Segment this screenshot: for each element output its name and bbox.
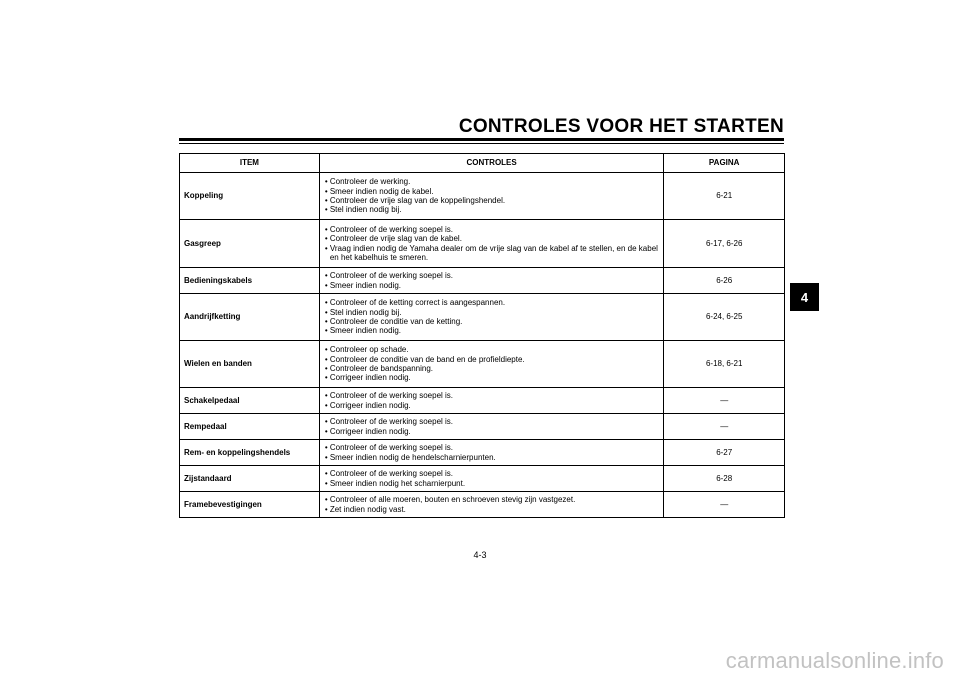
check-item: • Controleer of de werking soepel is. <box>325 443 660 452</box>
check-item: • Controleer of de werking soepel is. <box>325 391 660 400</box>
checks-list <box>325 417 660 436</box>
table-row <box>180 466 785 492</box>
table-row <box>180 440 785 466</box>
check-item: • Controleer of de werking soepel is. <box>325 417 660 426</box>
title-rule-thin <box>179 143 784 144</box>
page-cell: 6-28 <box>664 466 785 492</box>
check-item: • Controleer of de ketting correct is aangespannen. <box>325 298 660 307</box>
check-item: • Corrigeer indien nodig. <box>325 373 660 382</box>
page-cell: 6-27 <box>664 440 785 466</box>
watermark: carmanualsonline.info <box>725 648 944 673</box>
page-number: 4-3 <box>473 550 487 560</box>
checks-cell <box>319 492 664 518</box>
page-cell: — <box>664 414 785 440</box>
table-row <box>180 341 785 388</box>
check-item: • Controleer de vrije slag van de koppelingshendel. <box>325 196 660 205</box>
table-row <box>180 220 785 268</box>
page-cell: 6-18, 6-21 <box>664 341 785 388</box>
chapter-tab: 4 <box>790 283 819 311</box>
check-item: • Corrigeer indien nodig. <box>325 427 660 436</box>
checks-list <box>325 298 660 336</box>
checks-cell <box>319 440 664 466</box>
table-row <box>180 268 785 294</box>
item-cell: Rempedaal <box>180 414 320 440</box>
checks-list <box>325 495 660 514</box>
check-item: • Controleer of alle moeren, bouten en schroeven stevig zijn vastgezet. <box>325 495 660 504</box>
checks-table <box>179 153 785 518</box>
item-cell: Bedieningskabels <box>180 268 320 294</box>
page-cell: 6-24, 6-25 <box>664 294 785 341</box>
check-item: • Controleer de conditie van de ketting. <box>325 317 660 326</box>
check-item: • Smeer indien nodig de kabel. <box>325 187 660 196</box>
check-item: • Controleer de conditie van de band en de profieldiepte. <box>325 355 660 364</box>
title-rule-thick <box>179 138 784 141</box>
item-cell: Schakelpedaal <box>180 388 320 414</box>
table-row <box>180 388 785 414</box>
item-cell: Zijstandaard <box>180 466 320 492</box>
check-item: • Smeer indien nodig. <box>325 326 660 335</box>
checks-cell <box>319 341 664 388</box>
checks-cell <box>319 268 664 294</box>
checks-list <box>325 225 660 263</box>
check-item: • Controleer de vrije slag van de kabel. <box>325 234 660 243</box>
checks-cell <box>319 414 664 440</box>
check-item: • Smeer indien nodig het scharnierpunt. <box>325 479 660 488</box>
checks-list <box>325 271 660 290</box>
table-row <box>180 294 785 341</box>
checks-list <box>325 391 660 410</box>
table-row <box>180 492 785 518</box>
page-cell: 6-26 <box>664 268 785 294</box>
table-header-row <box>180 154 785 173</box>
item-cell: Aandrijfketting <box>180 294 320 341</box>
check-item: • Controleer de bandspanning. <box>325 364 660 373</box>
check-item: • Corrigeer indien nodig. <box>325 401 660 410</box>
page-cell: — <box>664 388 785 414</box>
check-item: • Smeer indien nodig. <box>325 281 660 290</box>
checks-list <box>325 469 660 488</box>
checks-list <box>325 345 660 383</box>
check-item: • Stel indien nodig bij. <box>325 308 660 317</box>
table-row <box>180 173 785 220</box>
checks-cell <box>319 466 664 492</box>
checks-list <box>325 177 660 215</box>
checks-cell <box>319 220 664 268</box>
checks-cell <box>319 294 664 341</box>
item-cell: Framebevestigingen <box>180 492 320 518</box>
check-item: • Controleer of de werking soepel is. <box>325 469 660 478</box>
item-cell: Koppeling <box>180 173 320 220</box>
checks-cell <box>319 388 664 414</box>
column-header-item: ITEM <box>180 154 320 173</box>
check-item: • Controleer of de werking soepel is. <box>325 271 660 280</box>
check-item: • Zet indien nodig vast. <box>325 505 660 514</box>
item-cell: Rem- en koppelingshendels <box>180 440 320 466</box>
table-row <box>180 414 785 440</box>
item-cell: Gasgreep <box>180 220 320 268</box>
item-cell: Wielen en banden <box>180 341 320 388</box>
check-item: • Controleer of de werking soepel is. <box>325 225 660 234</box>
check-item: • Smeer indien nodig de hendelscharnierpunten. <box>325 453 660 462</box>
page-title: CONTROLES VOOR HET STARTEN <box>458 116 784 137</box>
column-header-checks: CONTROLES <box>319 154 664 173</box>
checks-cell <box>319 173 664 220</box>
check-item: • Stel indien nodig bij. <box>325 205 660 214</box>
check-item: • Controleer op schade. <box>325 345 660 354</box>
table-body <box>180 173 785 518</box>
checks-list <box>325 443 660 462</box>
page-cell: 6-17, 6-26 <box>664 220 785 268</box>
check-item: • Controleer de werking. <box>325 177 660 186</box>
page-cell: 6-21 <box>664 173 785 220</box>
column-header-page: PAGINA <box>664 154 785 173</box>
page-cell: — <box>664 492 785 518</box>
check-item: • Vraag indien nodig de Yamaha dealer om de vrije slag van de kabel af te stellen, en de kabel en het kabelhuis te smeren. <box>325 244 660 263</box>
